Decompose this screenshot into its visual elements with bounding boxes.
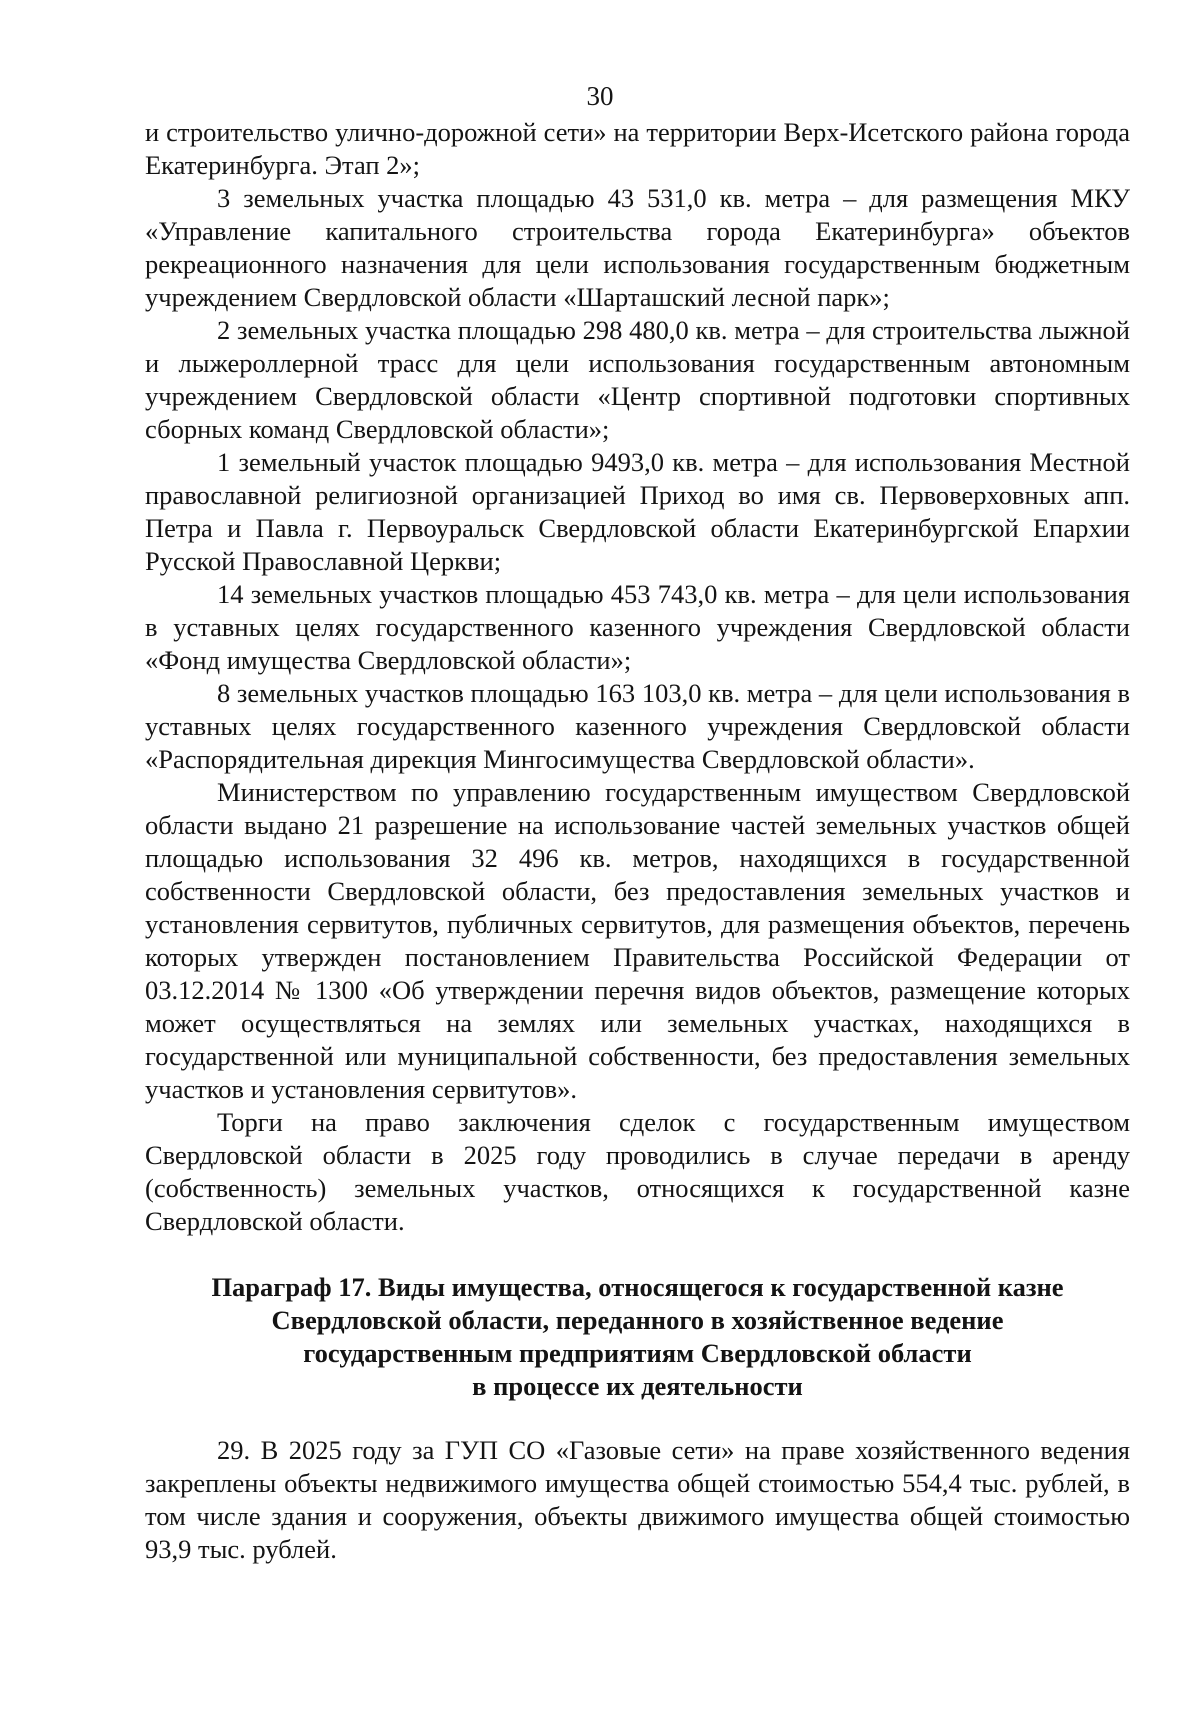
section-heading xyxy=(145,1271,1130,1403)
paragraph: 1 земельный участок площадью 9493,0 кв. метра – для использования Местной православной религиозной организацией Приход во имя св. Первоверховных апп. Петра и Павла г. Первоуральск Свердловской области Екатеринбургской Епархии Русской Православной Церкви; xyxy=(145,447,1130,576)
heading-line: Параграф 17. Виды имущества, относящегося к государственной казне xyxy=(211,1272,1064,1302)
page-number: 30 xyxy=(586,81,614,111)
paragraph: 8 земельных участков площадью 163 103,0 кв. метра – для цели использования в уставных целях государственного казенного учреждения Свердловской области «Распорядительная дирекция Мингосимущества Свердловской области». xyxy=(145,678,1130,774)
paragraph: Министерством по управлению государственным имуществом Свердловской области выдано 21 разрешение на использование частей земельных участков общей площадью использования 32 496 кв. метров, находящихся в государственной собственности Свердловской области, без предоставления земельных участков и установления сервитутов, публичных сервитутов, для размещения объектов, перечень которых утвержден постановлением Правительства Российской Федерации от 03.12.2014 № 1300 «Об утверждении перечня видов объектов, размещение которых может осуществляться на землях или земельных участках, находящихся в государственной или муниципальной собственности, без предоставления земельных участков и установления сервитутов». xyxy=(145,777,1130,1104)
paragraph: 14 земельных участков площадью 453 743,0 кв. метра – для цели использования в уставных целях государственного казенного учреждения Свердловской области «Фонд имущества Свердловской области»; xyxy=(145,579,1130,675)
paragraph: и строительство улично-дорожной сети» на территории Верх-Исетского района города Екатеринбурга. Этап 2»; xyxy=(145,117,1130,180)
heading-line: в процессе их деятельности xyxy=(472,1371,803,1401)
heading-line: государственным предприятиям Свердловской области xyxy=(303,1338,972,1368)
document-body xyxy=(145,116,1130,1566)
paragraph: 3 земельных участка площадью 43 531,0 кв. метра – для размещения МКУ «Управление капитального строительства города Екатеринбурга» объектов рекреационного назначения для цели использования государственным бюджетным учреждением Свердловской области «Шарташский лесной парк»; xyxy=(145,183,1130,312)
paragraph: 29. В 2025 году за ГУП СО «Газовые сети» на праве хозяйственного ведения закреплены объекты недвижимого имущества общей стоимостью 554,4 тыс. рублей, в том числе здания и сооружения, объекты движимого имущества общей стоимостью 93,9 тыс. рублей. xyxy=(145,1435,1130,1564)
paragraph: 2 земельных участка площадью 298 480,0 кв. метра – для строительства лыжной и лыжероллерной трасс для цели использования государственным автономным учреждением Свердловской области «Центр спортивной подготовки спортивных сборных команд Свердловской области»; xyxy=(145,315,1130,444)
paragraph: Торги на право заключения сделок с государственным имуществом Свердловской области в 2025 году проводились в случае передачи в аренду (собственность) земельных участков, относящихся к государственной казне Свердловской области. xyxy=(145,1107,1130,1236)
heading-line: Свердловской области, переданного в хозяйственное ведение xyxy=(271,1305,1004,1335)
paragraphs-top xyxy=(145,116,1130,1238)
paragraphs-bottom xyxy=(145,1434,1130,1566)
